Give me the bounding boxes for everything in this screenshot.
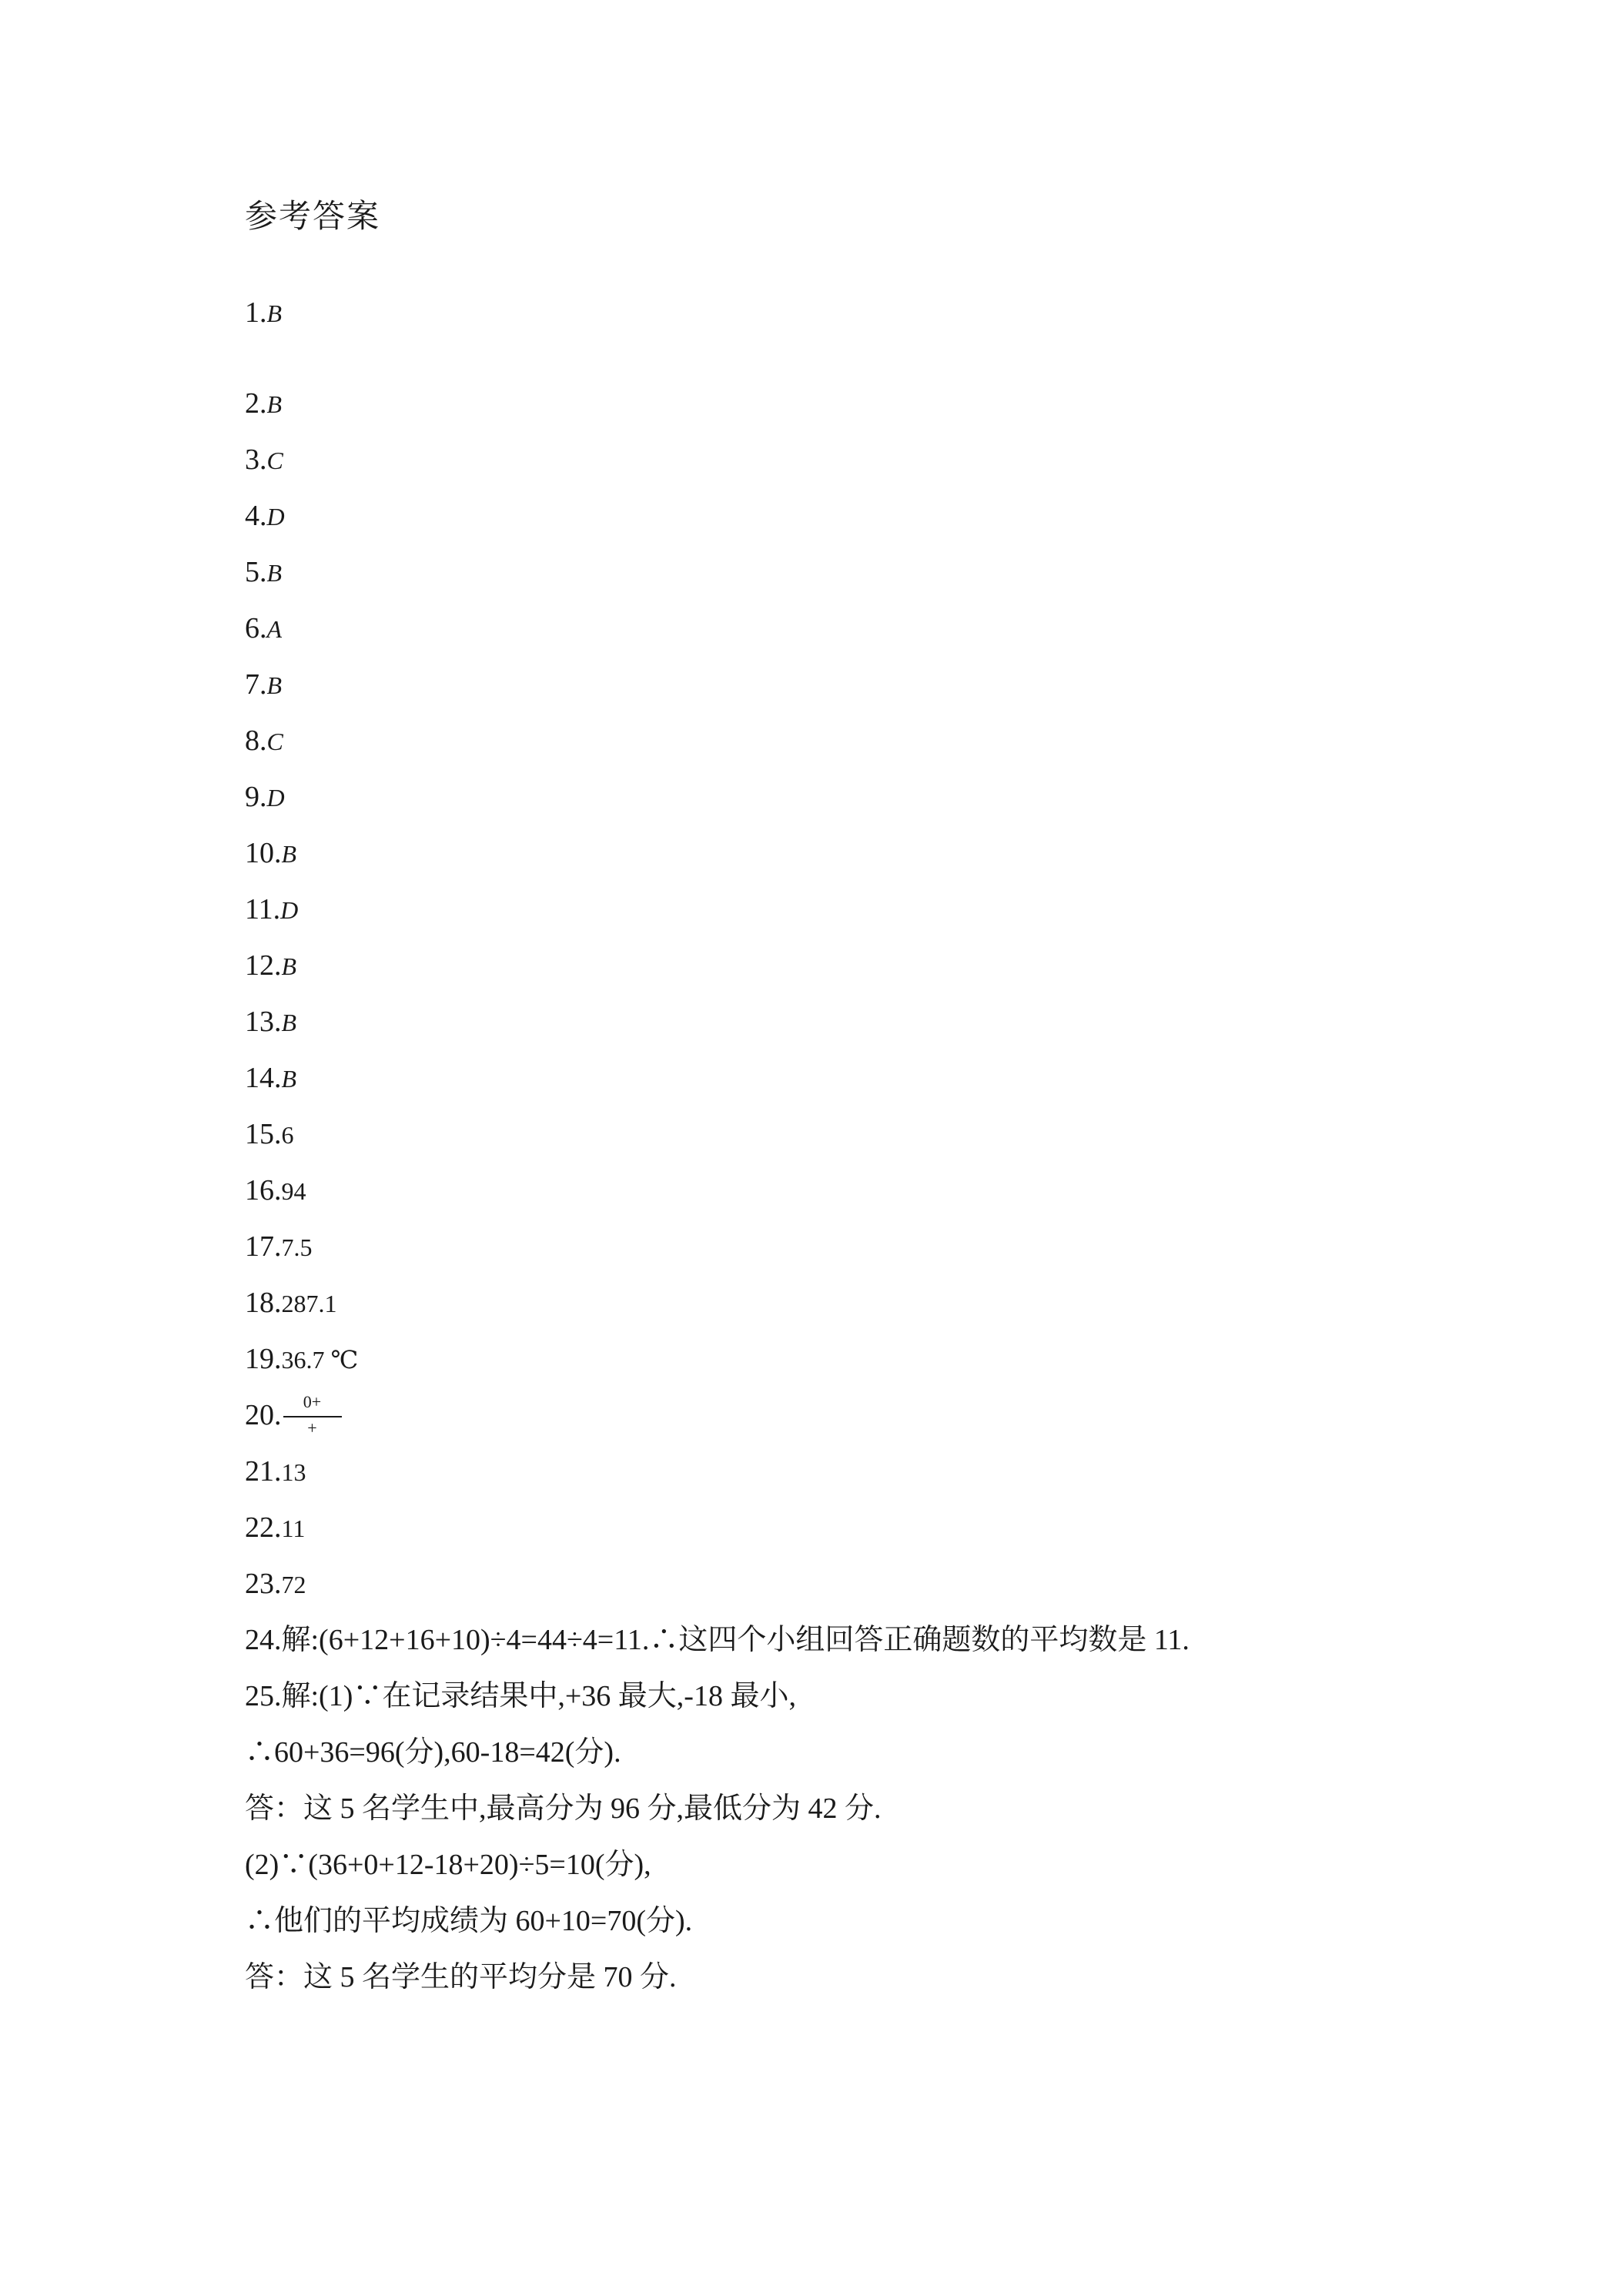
answer-row-14 xyxy=(245,1058,296,1099)
question-number: 23. xyxy=(245,1568,282,1600)
answer-value: D xyxy=(266,503,285,530)
answer-row-11 xyxy=(245,889,298,930)
question-number: 17. xyxy=(245,1230,282,1263)
page-title: 参考答案 xyxy=(245,199,381,235)
question-number: 25. xyxy=(245,1680,282,1712)
solution-25-line-3 xyxy=(245,1789,882,1829)
solution-25-line-2 xyxy=(245,1732,621,1772)
answer-row-4 xyxy=(245,496,285,537)
question-number: 24. xyxy=(245,1624,282,1656)
question-number: 7. xyxy=(245,668,267,701)
answer-row-9 xyxy=(245,777,285,818)
question-number: 13. xyxy=(245,1006,282,1038)
question-number: 15. xyxy=(245,1118,282,1150)
answer-row-2 xyxy=(245,383,282,424)
answer-value: C xyxy=(266,728,283,755)
question-number: 10. xyxy=(245,837,282,869)
question-number: 3. xyxy=(245,443,267,476)
answer-row-8 xyxy=(245,721,283,761)
answer-row-12 xyxy=(245,946,296,986)
question-number: 21. xyxy=(245,1455,282,1488)
answer-row-17 xyxy=(245,1227,313,1267)
answer-value: 7.5 xyxy=(281,1233,313,1261)
solution-25-line-1 xyxy=(245,1676,796,1716)
question-number: 22. xyxy=(245,1511,282,1544)
question-number: 9. xyxy=(245,781,267,813)
solution-24 xyxy=(245,1620,1190,1660)
solution-25-line-4 xyxy=(245,1845,651,1885)
question-number: 16. xyxy=(245,1174,282,1207)
answer-row-13 xyxy=(245,1002,296,1043)
answer-row-7 xyxy=(245,664,282,705)
solution-text: 解:(1)∵在记录结果中,+36 最大,-18 最小, xyxy=(281,1680,796,1712)
answer-row-1 xyxy=(245,293,282,333)
answer-row-19 xyxy=(245,1339,358,1380)
answer-row-6 xyxy=(245,608,282,649)
answer-row-16 xyxy=(245,1170,306,1211)
answer-value: D xyxy=(266,784,285,812)
solution-text: 答：这 5 名学生中,最高分为 96 分,最低分为 42 分. xyxy=(245,1792,882,1825)
question-number: 12. xyxy=(245,949,282,982)
question-number: 14. xyxy=(245,1062,282,1094)
answer-row-20 xyxy=(245,1392,342,1438)
answer-row-21 xyxy=(245,1451,306,1492)
answer-value: 72 xyxy=(281,1571,306,1598)
answer-row-10 xyxy=(245,833,296,874)
solution-25-line-5 xyxy=(245,1901,692,1941)
answer-value: 13 xyxy=(281,1458,306,1486)
question-number: 20. xyxy=(245,1399,282,1431)
answer-value: B xyxy=(266,559,283,587)
question-number: 1. xyxy=(245,296,267,329)
question-number: 5. xyxy=(245,556,267,588)
answer-value: C xyxy=(266,447,283,474)
answer-value: B xyxy=(281,840,297,868)
question-number: 11. xyxy=(245,893,281,925)
solution-25-line-6 xyxy=(245,1957,677,1997)
solution-text: 答：这 5 名学生的平均分是 70 分. xyxy=(245,1961,677,1993)
fraction-answer xyxy=(283,1392,342,1438)
question-number: 6. xyxy=(245,612,267,644)
answer-row-15 xyxy=(245,1114,294,1155)
answer-value: D xyxy=(280,896,299,924)
solution-text: ∴他们的平均成绩为 60+10=70(分). xyxy=(245,1905,693,1937)
answer-row-23 xyxy=(245,1564,306,1605)
answer-value: A xyxy=(266,615,283,643)
answer-row-18 xyxy=(245,1283,337,1324)
question-number: 8. xyxy=(245,725,267,757)
question-number: 18. xyxy=(245,1287,282,1319)
answer-value: B xyxy=(281,1065,297,1093)
question-number: 4. xyxy=(245,500,267,532)
fraction-numerator: 0+ xyxy=(303,1392,322,1412)
question-number: 19. xyxy=(245,1343,282,1375)
solution-text: 解:(6+12+16+10)÷4=44÷4=11.∴这四个小组回答正确题数的平均数是 11. xyxy=(281,1624,1190,1656)
fraction-bar xyxy=(283,1416,342,1417)
question-number: 2. xyxy=(245,387,267,420)
answer-value: 94 xyxy=(281,1177,306,1205)
answer-value: B xyxy=(266,390,283,418)
answer-value: 36.7 ℃ xyxy=(281,1346,359,1374)
answer-value: B xyxy=(281,952,297,980)
answer-value: B xyxy=(266,300,283,327)
solution-text: (2)∵(36+0+12-18+20)÷5=10(分), xyxy=(245,1849,651,1881)
answer-row-3 xyxy=(245,440,283,480)
answer-value: 6 xyxy=(281,1121,294,1149)
answer-row-5 xyxy=(245,552,282,593)
solution-text: ∴60+36=96(分),60-18=42(分). xyxy=(245,1736,621,1769)
answer-value: 11 xyxy=(281,1514,306,1542)
answer-value: 287.1 xyxy=(281,1290,337,1317)
answer-value: B xyxy=(281,1009,297,1036)
answer-row-22 xyxy=(245,1508,305,1548)
answer-value: B xyxy=(266,671,283,699)
fraction-denominator: + xyxy=(307,1418,317,1438)
